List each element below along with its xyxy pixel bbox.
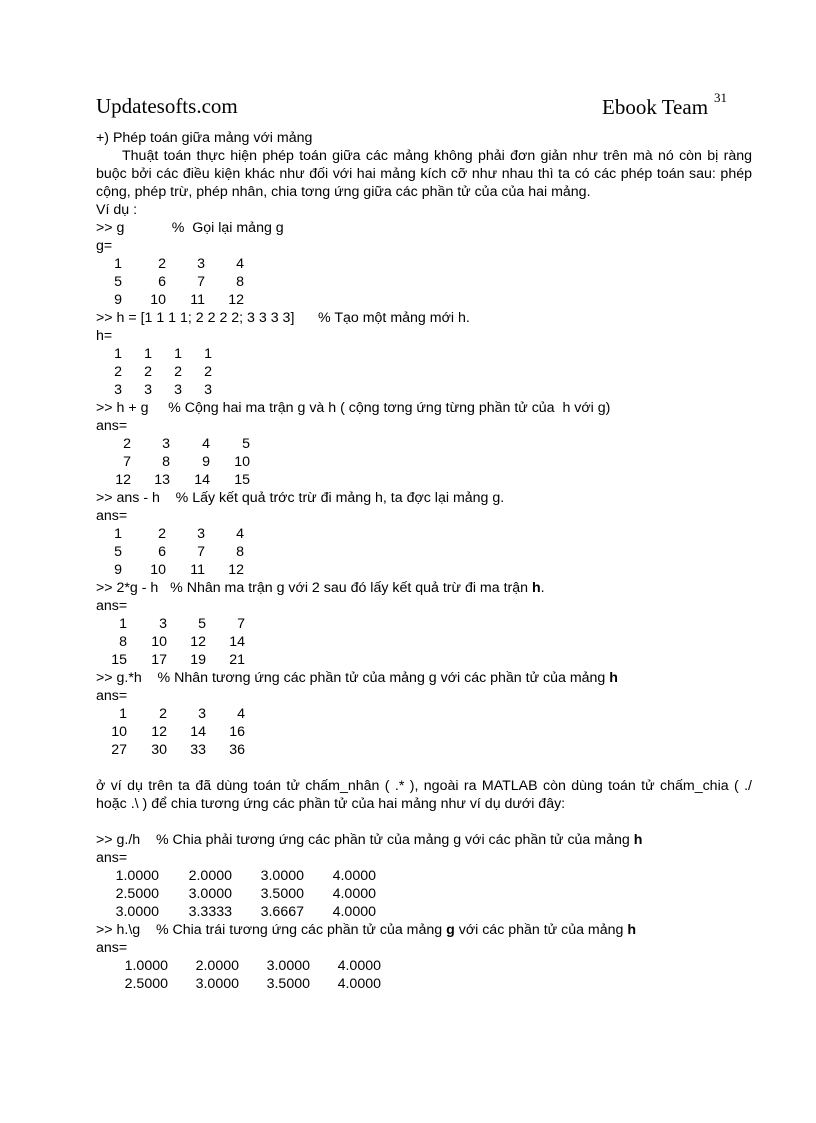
document-body	[96, 129, 752, 993]
matrix-row	[96, 453, 250, 471]
intro-paragraph: Thuật toán thực hiện phép toán giữa các mảng không phải đơn giản như trên mà nó còn bị ràng buộc bởi các điều kiện khác như đối với hai mảng kích cỡ như nhau thì ta có các phép toán sau: phép cộng, phép trừ, phép nhân, chia tơng ứng giữa các phần tử của của hai mảng.	[96, 148, 752, 200]
matrix-row	[96, 975, 381, 993]
matrix-subtract-result	[96, 525, 244, 579]
spacer	[96, 813, 752, 831]
matrix-cell: 4	[237, 706, 245, 722]
command-rdiv-bold: h	[633, 832, 643, 848]
matrix-cell: 2	[204, 364, 212, 380]
command-g: >> g % Gọi lại mảng g	[96, 220, 284, 236]
h-label: h=	[96, 328, 113, 344]
ans-label-multiply: ans=	[96, 598, 128, 614]
matrix-row	[96, 903, 376, 921]
matrix-cell: 9	[202, 454, 210, 470]
matrix-cell: 4.0000	[332, 904, 376, 920]
matrix-cell: 8	[236, 274, 244, 290]
section-title: +) Phép toán giữa mảng với mảng	[96, 130, 313, 146]
matrix-cell: 10	[150, 562, 166, 578]
matrix-cell: 5	[114, 544, 122, 560]
matrix-cell: 6	[158, 274, 166, 290]
matrix-cell: 11	[190, 292, 205, 308]
matrix-row	[96, 543, 244, 561]
matrix-cell: 3.0000	[266, 958, 310, 974]
matrix-row	[96, 273, 244, 291]
matrix-right-divide-result	[96, 867, 376, 921]
matrix-g	[96, 255, 244, 309]
matrix-cell: 3.5000	[260, 886, 304, 902]
matrix-cell: 14	[194, 472, 210, 488]
header-site: Updatesofts.com	[96, 94, 238, 118]
ans-label-right-divide: ans=	[96, 850, 128, 866]
matrix-row	[96, 291, 244, 309]
matrix-row	[96, 633, 245, 651]
matrix-row	[96, 651, 245, 669]
matrix-cell: 12	[228, 292, 244, 308]
command-right-divide	[96, 831, 752, 849]
matrix-cell: 5	[242, 436, 250, 452]
header-team	[602, 90, 728, 120]
matrix-cell: 3	[197, 526, 205, 542]
matrix-cell: 36	[229, 742, 245, 758]
command-multiply-text: >> 2*g - h % Nhân ma trận g với 2 sau đó lấy kết quả trừ đi ma trận	[96, 580, 532, 596]
matrix-cell: 15	[111, 652, 127, 668]
matrix-cell: 4	[236, 256, 244, 272]
matrix-cell: 2.5000	[124, 976, 168, 992]
matrix-cell: 10	[150, 292, 166, 308]
matrix-cell: 11	[190, 562, 205, 578]
command-h: >> h = [1 1 1 1; 2 2 2 2; 3 3 3 3] % Tạo một mảng mới h.	[96, 310, 470, 326]
matrix-cell: 3	[162, 436, 170, 452]
matrix-h	[96, 345, 212, 399]
matrix-cell: 8	[119, 634, 127, 650]
ans-label-add: ans=	[96, 418, 128, 434]
matrix-cell: 27	[111, 742, 127, 758]
matrix-row	[96, 435, 250, 453]
matrix-row	[96, 867, 376, 885]
spacer	[96, 759, 752, 777]
command-left-divide	[96, 921, 752, 939]
matrix-cell: 15	[234, 472, 250, 488]
matrix-row	[96, 561, 244, 579]
matrix-cell: 3	[204, 382, 212, 398]
matrix-cell: 3.0000	[260, 868, 304, 884]
matrix-cell: 3.0000	[115, 904, 159, 920]
matrix-cell: 10	[111, 724, 127, 740]
matrix-cell: 6	[158, 544, 166, 560]
matrix-cell: 1.0000	[124, 958, 168, 974]
command-multiply-suffix: .	[540, 580, 545, 596]
matrix-cell: 2	[159, 706, 167, 722]
matrix-cell: 3.0000	[195, 976, 239, 992]
matrix-cell: 3	[174, 382, 182, 398]
matrix-cell: 12	[151, 724, 167, 740]
matrix-cell: 13	[154, 472, 170, 488]
matrix-cell: 1	[174, 346, 182, 362]
command-emul-bold: h	[609, 670, 618, 686]
matrix-cell: 1	[204, 346, 212, 362]
matrix-row	[96, 345, 212, 363]
command-ldiv-bold-g: g	[446, 922, 455, 938]
matrix-cell: 4.0000	[332, 886, 376, 902]
matrix-row	[96, 525, 244, 543]
matrix-cell: 4	[236, 526, 244, 542]
matrix-cell: 3.6667	[260, 904, 304, 920]
matrix-cell: 30	[151, 742, 167, 758]
matrix-cell: 1	[114, 256, 122, 272]
command-add: >> h + g % Cộng hai ma trận g và h ( cộng tơng ứng từng phần tử của h với g)	[96, 400, 611, 416]
matrix-cell: 2.0000	[188, 868, 232, 884]
matrix-cell: 8	[162, 454, 170, 470]
matrix-cell: 9	[114, 562, 122, 578]
command-multiply	[96, 579, 752, 597]
matrix-cell: 2	[174, 364, 182, 380]
matrix-cell: 4.0000	[332, 868, 376, 884]
matrix-add-result	[96, 435, 250, 489]
matrix-cell: 2.5000	[115, 886, 159, 902]
matrix-cell: 3.5000	[266, 976, 310, 992]
matrix-cell: 2.0000	[195, 958, 239, 974]
command-ldiv-bold-h: h	[627, 922, 637, 938]
matrix-cell: 3	[114, 382, 122, 398]
matrix-cell: 8	[236, 544, 244, 560]
matrix-cell: 10	[234, 454, 250, 470]
command-ldiv-text: >> h.\g % Chia trái tương ứng các phần tử của mảng	[96, 922, 447, 938]
matrix-cell: 2	[114, 364, 122, 380]
matrix-cell: 12	[115, 472, 131, 488]
g-label: g=	[96, 238, 113, 254]
command-rdiv-text: >> g./h % Chia phải tương ứng các phần tử của mảng g với các phần tử của mảng	[96, 832, 634, 848]
matrix-cell: 7	[197, 274, 205, 290]
ans-label-subtract: ans=	[96, 508, 128, 524]
matrix-elementwise-multiply-result	[96, 705, 245, 759]
command-subtract: >> ans - h % Lấy kết quả trớc trừ đi mảng h, ta đợc lại mảng g.	[96, 490, 505, 506]
command-ldiv-mid: với các phần tử của mảng	[454, 922, 628, 938]
matrix-cell: 14	[190, 724, 206, 740]
matrix-cell: 10	[151, 634, 167, 650]
matrix-row	[96, 615, 245, 633]
matrix-cell: 5	[114, 274, 122, 290]
matrix-cell: 3.0000	[188, 886, 232, 902]
matrix-multiply-result	[96, 615, 245, 669]
matrix-cell: 12	[190, 634, 206, 650]
matrix-cell: 2	[158, 256, 166, 272]
matrix-row	[96, 363, 212, 381]
matrix-cell: 2	[123, 436, 131, 452]
matrix-cell: 1	[119, 616, 127, 632]
matrix-cell: 1.0000	[115, 868, 159, 884]
matrix-cell: 12	[228, 562, 244, 578]
example-label: Ví dụ :	[96, 202, 138, 218]
matrix-row	[96, 885, 376, 903]
matrix-cell: 7	[197, 544, 205, 560]
paragraph-dot-operators: ở ví dụ trên ta đã dùng toán tử chấm_nhân ( .* ), ngoài ra MATLAB còn dùng toán tử chấm_chia ( ./ hoặc .\ ) để chia tương ứng các phần tử của hai mảng như ví dụ dưới đây:	[96, 778, 752, 812]
matrix-cell: 16	[229, 724, 245, 740]
matrix-cell: 3.3333	[188, 904, 232, 920]
matrix-cell: 19	[190, 652, 206, 668]
matrix-row	[96, 705, 245, 723]
matrix-cell: 17	[151, 652, 167, 668]
ans-label-elementwise-multiply: ans=	[96, 688, 128, 704]
matrix-left-divide-result	[96, 957, 381, 993]
matrix-cell: 1	[119, 706, 127, 722]
matrix-cell: 3	[198, 706, 206, 722]
matrix-cell: 3	[197, 256, 205, 272]
matrix-cell: 9	[114, 292, 122, 308]
matrix-row	[96, 723, 245, 741]
matrix-cell: 5	[198, 616, 206, 632]
matrix-cell: 33	[190, 742, 206, 758]
matrix-cell: 3	[144, 382, 152, 398]
matrix-row	[96, 381, 212, 399]
matrix-cell: 14	[229, 634, 245, 650]
matrix-cell: 7	[123, 454, 131, 470]
header-team-label: Ebook Team	[602, 95, 709, 119]
ans-label-left-divide: ans=	[96, 940, 128, 956]
matrix-cell: 7	[237, 616, 245, 632]
matrix-cell: 21	[229, 652, 245, 668]
matrix-cell: 2	[158, 526, 166, 542]
matrix-row	[96, 255, 244, 273]
command-multiply-bold: h	[531, 580, 541, 596]
matrix-row	[96, 957, 381, 975]
matrix-cell: 4.0000	[337, 958, 381, 974]
command-elementwise-multiply	[96, 669, 752, 687]
matrix-cell: 4	[202, 436, 210, 452]
command-emul-text: >> g.*h % Nhân tương ứng các phần tử của mảng g với các phần tử của mảng	[96, 670, 610, 686]
matrix-cell: 3	[159, 616, 167, 632]
matrix-cell: 4.0000	[337, 976, 381, 992]
matrix-cell: 1	[114, 346, 122, 362]
matrix-cell: 2	[144, 364, 152, 380]
matrix-cell: 1	[114, 526, 122, 542]
page-number: 31	[714, 90, 728, 105]
matrix-row	[96, 741, 245, 759]
matrix-cell: 1	[144, 346, 152, 362]
matrix-row	[96, 471, 250, 489]
